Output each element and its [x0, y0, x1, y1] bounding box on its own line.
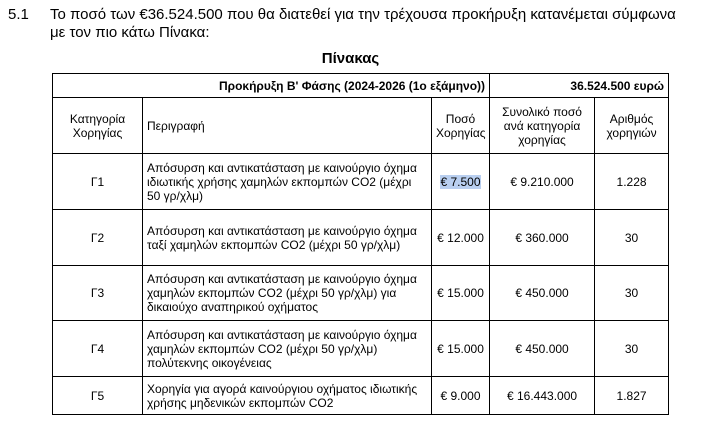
row-amount: € 12.000 — [432, 210, 490, 266]
phase-label: Προκήρυξη Β' Φάσης (2024-2026 (1ο εξάμηνο)) — [53, 74, 490, 98]
header-category: Κατηγορία Χορηγίας — [53, 98, 143, 154]
row-total: € 9.210.000 — [490, 154, 595, 210]
paragraph-line-1: Το ποσό των €36.524.500 που θα διατεθεί για την τρέχουσα προκήρυξη κατανέμεται σύμφωνα — [50, 6, 676, 23]
row-total: € 360.000 — [490, 210, 595, 266]
row-category: Γ1 — [53, 154, 143, 210]
paragraph-line-2: με τον πιο κάτω Πίνακα: — [50, 24, 210, 41]
row-description: Απόσυρση και αντικατάσταση με καινούργιο όχημα χαμηλών εκπομπών CO2 (μέχρι 50 γρ/χλμ) για δικαιούχο αναπηρικού οχήματος — [143, 266, 432, 321]
table-title: Πίνακας — [321, 50, 380, 67]
phase-row — [53, 74, 669, 98]
header-amount: Ποσό Χορηγίας — [432, 98, 490, 154]
row-count: 1.827 — [595, 377, 669, 415]
row-total: € 16.443.000 — [490, 377, 595, 415]
row-description: Χορηγία για αγορά καινούργιου οχήματος ιδιωτικής χρήσης μηδενικών εκπομπών CO2 — [143, 377, 432, 415]
table-row — [53, 210, 669, 266]
row-total: € 450.000 — [490, 321, 595, 377]
row-category: Γ5 — [53, 377, 143, 415]
row-amount: € 15.000 — [432, 266, 490, 321]
row-total: € 450.000 — [490, 266, 595, 321]
table-row — [53, 321, 669, 377]
row-category: Γ2 — [53, 210, 143, 266]
table-row — [53, 377, 669, 415]
header-total: Συνολικό ποσό ανά κατηγορία χορηγίας — [490, 98, 595, 154]
row-description: Απόσυρση και αντικατάσταση με καινούργιο όχημα χαμηλών εκπομπών CO2 (μέχρι 50 γρ/χλμ) πολύτεκνης οικογένειας — [143, 321, 432, 377]
row-amount: € 15.000 — [432, 321, 490, 377]
row-amount — [432, 154, 490, 210]
row-description: Απόσυρση και αντικατάσταση με καινούργιο όχημα ιδιωτικής χρήσης χαμηλών εκπομπών CO2 (μέχρι 50 γρ/χλμ) — [143, 154, 432, 210]
row-count: 30 — [595, 321, 669, 377]
table-row — [53, 266, 669, 321]
phase-total: 36.524.500 ευρώ — [490, 74, 669, 98]
header-count: Αριθμός χορηγιών — [595, 98, 669, 154]
row-count: 30 — [595, 210, 669, 266]
header-description: Περιγραφή — [143, 98, 432, 154]
grant-table — [52, 73, 669, 415]
section-number: 5.1 — [8, 6, 29, 23]
row-count: 1.228 — [595, 154, 669, 210]
row-description: Απόσυρση και αντικατάσταση με καινούργιο όχημα ταξί χαμηλών εκπομπών CO2 (μέχρι 50 γρ/χλμ) — [143, 210, 432, 266]
row-category: Γ4 — [53, 321, 143, 377]
row-amount: € 9.000 — [432, 377, 490, 415]
row-category: Γ3 — [53, 266, 143, 321]
header-row — [53, 98, 669, 154]
row-count: 30 — [595, 266, 669, 321]
highlighted-amount[interactable]: € 7.500 — [440, 174, 481, 189]
table-row — [53, 154, 669, 210]
